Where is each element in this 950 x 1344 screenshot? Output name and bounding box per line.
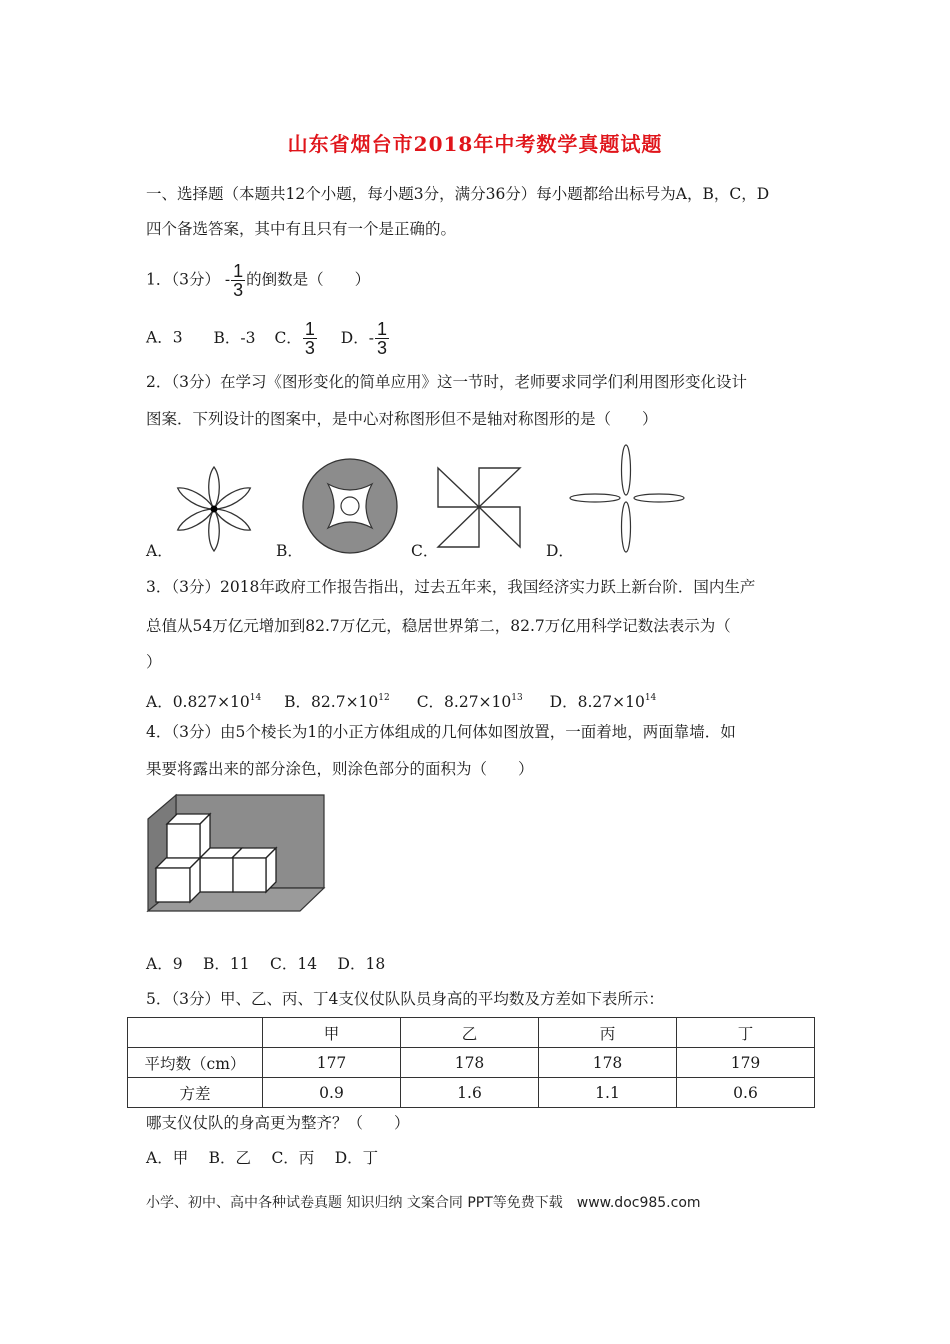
table-header-cell: 丁: [677, 1018, 815, 1048]
q3-c-exp: 13: [511, 693, 523, 703]
table-header-row: [128, 1018, 815, 1048]
question-2-line2: 图案．下列设计的图案中，是中心对称图形但不是轴对称图形的是（ ）: [146, 410, 658, 428]
q1-c-den: 3: [304, 338, 315, 358]
section-intro-line2: 四个备选答案，其中有且只有一个是正确的。: [146, 220, 457, 238]
q3-options: [146, 687, 656, 713]
coin-figure: [300, 456, 400, 556]
q1-option-d-fraction: [375, 320, 389, 357]
q2-label-b: B．: [276, 542, 303, 560]
pinwheel-figure: [436, 466, 522, 550]
question-5-question: 哪支仪仗队的身高更为整齐？（ ）: [146, 1114, 410, 1132]
q3-option-c: [417, 693, 523, 711]
q1-prefix: 1．（3分） -: [146, 270, 231, 289]
q1-c-num: 1: [304, 319, 315, 339]
table-cell: 0.9: [263, 1078, 401, 1108]
q3-b-base: B．82.7×10: [284, 693, 379, 711]
q2-label-d: D．: [546, 542, 574, 560]
q1-suffix: 的倒数是（ ）: [246, 270, 371, 289]
page-footer: 小学、初中、高中各种试卷真题 知识归纳 文案合同 PPT等免费下载 www.doc985.com: [146, 1195, 701, 1211]
q1-option-c-fraction: [303, 320, 317, 357]
q3-option-d: [550, 693, 657, 711]
question-4-line2: 果要将露出来的部分涂色，则涂色部分的面积为（ ）: [146, 760, 534, 778]
q1-d-num: 1: [376, 319, 387, 339]
q1-option-d: [340, 319, 390, 358]
q3-c-base: C．8.27×10: [416, 693, 512, 711]
question-2-line1: 2．（3分）在学习《图形变化的简单应用》这一节时，老师要求同学们利用图形变化设计: [146, 373, 747, 391]
table-header-cell: 丙: [539, 1018, 677, 1048]
height-stats-table: [127, 1017, 815, 1108]
cubes-figure: [144, 793, 328, 915]
table-header-cell: 甲: [263, 1018, 401, 1048]
question-5-line1: 5．（3分）甲、乙、丙、丁4支仪仗队队员身高的平均数及方差如下表所示：: [146, 990, 664, 1008]
q1-option-c-label: C．: [274, 328, 302, 347]
section-intro-line1: 一、选择题（本题共12个小题，每小题3分，满分36分）每小题都给出标号为A，B，C，D: [146, 185, 770, 203]
page-title: 山东省烟台市2018年中考数学真题试题: [287, 132, 663, 156]
table-row: [128, 1078, 815, 1108]
table-cell: 平均数（cm）: [128, 1048, 263, 1078]
q1-frac-num: 1: [233, 261, 244, 281]
table-header-cell: 乙: [401, 1018, 539, 1048]
ellipse-cross-figure: [566, 444, 690, 554]
q1-option-b: B．-3: [213, 328, 256, 347]
q1-option-a: A．3: [146, 328, 183, 347]
table-cell: 1.6: [401, 1078, 539, 1108]
table-cell: 178: [539, 1048, 677, 1078]
flower-figure: [168, 462, 262, 556]
table-cell: 0.6: [677, 1078, 815, 1108]
q1-option-c: [274, 319, 317, 358]
q1-option-d-label: D．-: [340, 328, 374, 347]
question-1: [146, 262, 370, 299]
q1-frac-den: 3: [233, 280, 244, 300]
table-header-cell: [128, 1018, 263, 1048]
q3-option-a: [146, 693, 261, 711]
q3-d-exp: 14: [644, 693, 657, 703]
table-cell: 方差: [128, 1078, 263, 1108]
q2-label-a: A．: [146, 542, 173, 560]
table-cell: 179: [677, 1048, 815, 1078]
q2-label-c: C．: [411, 542, 439, 560]
q1-fraction: [231, 262, 245, 299]
question-3-line2: 总值从54万亿元增加到82.7万亿元，稳居世界第二，82.7万亿用科学记数法表示为（: [146, 617, 731, 635]
q3-option-b: [284, 693, 390, 711]
table-cell: 178: [401, 1048, 539, 1078]
q4-options: A．9 B．11 C．14 D．18: [146, 955, 386, 973]
q3-a-exp: 14: [249, 693, 262, 703]
question-3-line1: 3．（3分）2018年政府工作报告指出，过去五年来，我国经济实力跃上新台阶．国内生产: [146, 578, 756, 596]
q5-options: A．甲 B．乙 C．丙 D．丁: [146, 1149, 379, 1167]
q3-a-base: A．0.827×10: [146, 693, 250, 711]
question-3-line3: ）: [146, 653, 162, 671]
q3-b-exp: 12: [378, 693, 390, 703]
question-4-line1: 4．（3分）由5个棱长为1的小正方体组成的几何体如图放置，一面着地，两面靠墙．如: [146, 723, 736, 741]
q1-d-den: 3: [376, 338, 387, 358]
table-cell: 177: [263, 1048, 401, 1078]
q1-options: [146, 320, 390, 357]
q3-d-base: D．8.27×10: [549, 693, 645, 711]
table-cell: 1.1: [539, 1078, 677, 1108]
table-row: [128, 1048, 815, 1078]
